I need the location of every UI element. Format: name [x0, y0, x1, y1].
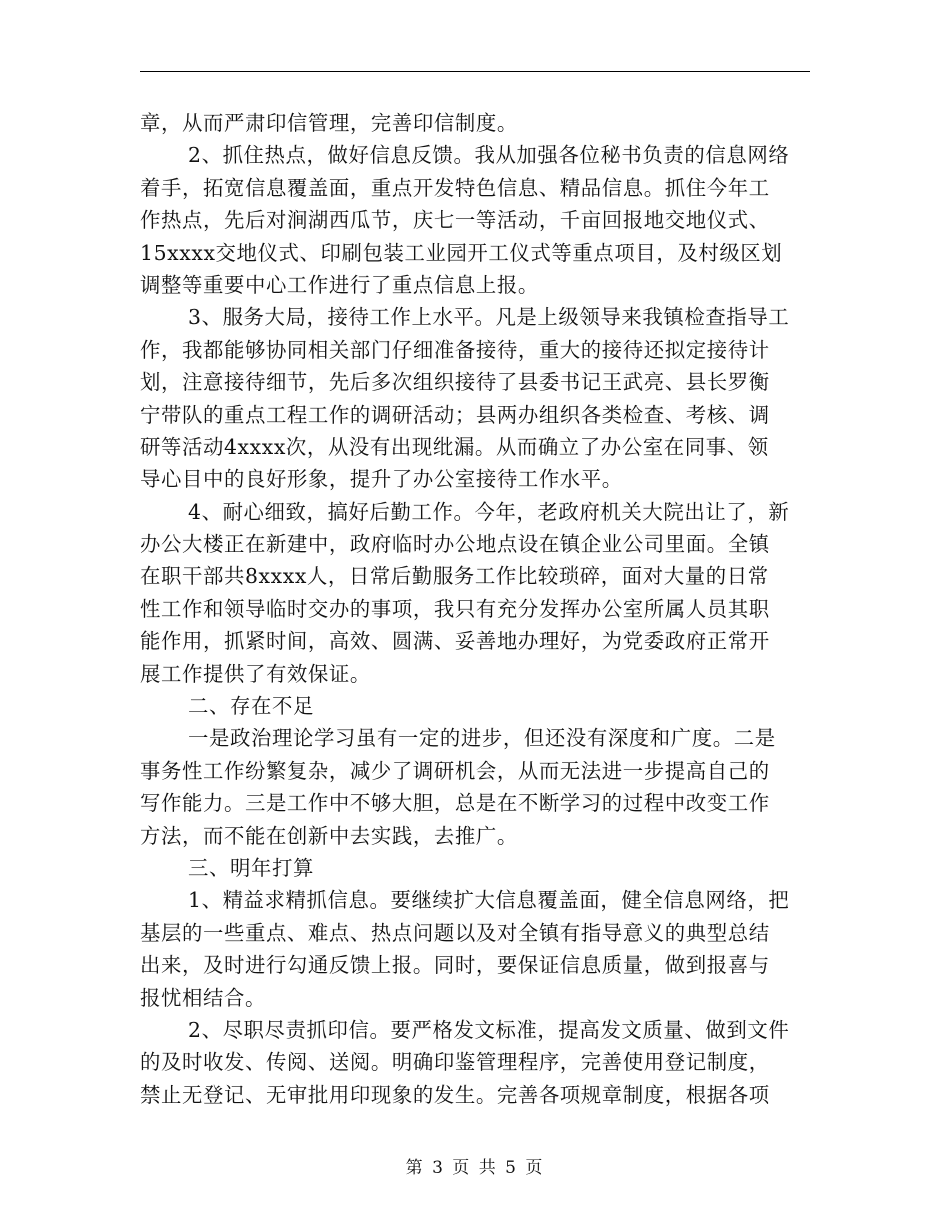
paragraph-line: 调整等重要中心工作进行了重点信息上报。: [140, 272, 539, 297]
page-number-footer: 第 3 页 共 5 页: [405, 1158, 545, 1178]
paragraph-start-line: 二、存在不足: [188, 694, 314, 719]
paragraph-line: 方法，而不能在创新中去实践，去推广。: [140, 823, 518, 848]
paragraph-start-line: 一是政治理论学习虽有一定的进步，但还没有深度和广度。二是: [188, 726, 776, 751]
paragraph-line: 基层的一些重点、难点、热点问题以及对全镇有指导意义的典型总结: [140, 920, 770, 945]
paragraph-line: 办公大楼正在新建中，政府临时办公地点设在镇企业公司里面。全镇: [140, 532, 770, 557]
paragraph-line: 作热点，先后对涧湖西瓜节，庆七一等活动，千亩回报地交地仪式、: [140, 208, 770, 233]
paragraph-line: 能作用，抓紧时间，高效、圆满、妥善地办理好，为党委政府正常开: [140, 629, 770, 654]
paragraph-line: 的及时收发、传阅、送阅。明确印鉴管理程序，完善使用登记制度，: [140, 1050, 770, 1075]
paragraph-start-line: 2、抓住热点，做好信息反馈。我从加强各位秘书负责的信息网络: [188, 143, 790, 168]
paragraph-line: 宁带队的重点工程工作的调研活动；县两办组织各类检查、考核、调: [140, 402, 770, 427]
paragraph-start-line: 2、尽职尽责抓印信。要严格发文标准，提高发文质量、做到文件: [188, 1017, 790, 1042]
paragraph-line: 划，注意接待细节，先后多次组织接待了县委书记王武亮、县长罗衡: [140, 370, 770, 395]
paragraph-line: 写作能力。三是工作中不够大胆，总是在不断学习的过程中改变工作: [140, 791, 770, 816]
document-body: [140, 107, 810, 1111]
paragraph-line: 事务性工作纷繁复杂，减少了调研机会，从而无法进一步提高自己的: [140, 758, 770, 783]
header-rule: [140, 71, 810, 72]
paragraph-line: 着手，拓宽信息覆盖面，重点开发特色信息、精品信息。抓住今年工: [140, 175, 770, 200]
paragraph-line: 导心目中的良好形象，提升了办公室接待工作水平。: [140, 467, 623, 492]
paragraph-start-line: 3、服务大局，接待工作上水平。凡是上级领导来我镇检查指导工: [188, 305, 790, 330]
paragraph-start-line: 1、精益求精抓信息。要继续扩大信息覆盖面，健全信息网络，把: [188, 888, 790, 913]
paragraph-line: 作，我都能够协同相关部门仔细准备接待，重大的接待还拟定接待计: [140, 337, 770, 362]
paragraph-line: 报忧相结合。: [140, 985, 266, 1010]
paragraph-line: 展工作提供了有效保证。: [140, 661, 371, 686]
paragraph-start-line: 三、明年打算: [188, 855, 314, 880]
paragraph-line: 在职干部共8xxxx人，日常后勤服务工作比较琐碎，面对大量的日常: [140, 564, 769, 589]
paragraph-line: 出来，及时进行勾通反馈上报。同时，要保证信息质量，做到报喜与: [140, 953, 770, 978]
paragraph-line: 15xxxx交地仪式、印刷包装工业园开工仪式等重点项目，及村级区划: [140, 240, 783, 265]
paragraph-start-line: 4、耐心细致，搞好后勤工作。今年，老政府机关大院出让了，新: [188, 499, 790, 524]
paragraph-line: 禁止无登记、无审批用印现象的发生。完善各项规章制度，根据各项: [140, 1082, 770, 1107]
paragraph-line: 章，从而严肃印信管理，完善印信制度。: [140, 111, 518, 135]
paragraph-line: 研等活动4xxxx次，从没有出现纰漏。从而确立了办公室在同事、领: [140, 434, 769, 459]
paragraph-line: 性工作和领导临时交办的事项，我只有充分发挥办公室所属人员其职: [140, 596, 770, 621]
